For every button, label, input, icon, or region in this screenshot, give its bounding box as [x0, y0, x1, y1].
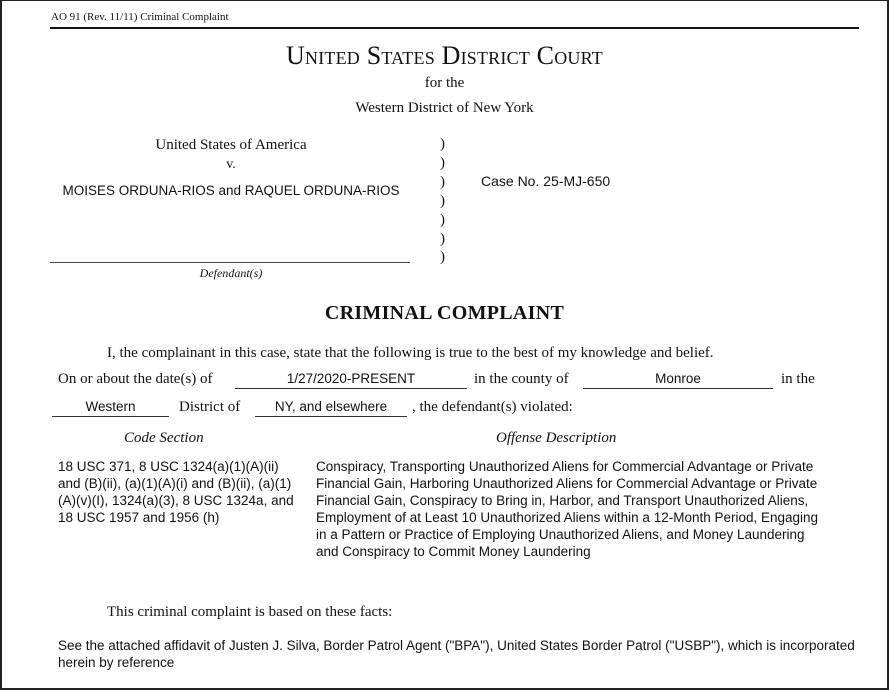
caption-bracket: ): [440, 193, 445, 209]
caption-bracket: ): [440, 231, 445, 247]
defendant-label: Defendant(s): [199, 266, 263, 280]
complainant-statement: I, the complainant in this case, state that the following is true to the best of my knowledge and belief.: [107, 345, 714, 361]
code-sections: 18 USC 371, 8 USC 1324(a)(1)(A)(ii) and (B)(ii), (a)(1)(A)(i) and (B)(ii), (a)(1)(A)(v)(I), 1324(a)(3), 8 USC 1324a, and 18 USC 1957 and 1956 (h): [58, 459, 294, 525]
document-title: CRIMINAL COMPLAINT: [324, 302, 565, 324]
caption-bracket: ): [440, 212, 445, 228]
district-field: Western: [52, 400, 169, 417]
state-field: NY, and elsewhere: [255, 400, 407, 417]
for-the-label: for the: [424, 75, 465, 91]
versus-label: v.: [226, 157, 236, 172]
caption-bracket: ): [440, 155, 445, 171]
defendant-rule: [50, 262, 410, 263]
county-prefix: in the county of: [474, 371, 569, 387]
county-field: Monroe: [583, 372, 773, 389]
offense-description: Conspiracy, Transporting Unauthorized Aliens for Commercial Advantage or Private Financial Gain, Harboring Unauthorized Aliens for Commercial Advantage or Private Financial Gain, Conspiracy to Bring in, Harbor, and Transport Unauthorized Aliens, Employment of at Least 10 Unauthorized Aliens within a 12-Month Period, Engaging in a Pattern or Practice of Employing Unauthorized Aliens, and Money Laundering and Conspiracy to Commit Money Laundering: [316, 459, 819, 559]
violation-suffix: , the defendant(s) violated:: [412, 399, 573, 415]
dates-suffix: in the: [781, 371, 815, 387]
dates-prefix: On or about the date(s) of: [58, 371, 213, 387]
caption-bracket: ): [440, 174, 445, 190]
court-name: United States District Court: [286, 41, 603, 70]
facts-intro: This criminal complaint is based on these facts:: [107, 604, 393, 620]
caption-bracket: ): [440, 136, 445, 152]
district-name: Western District of New York: [355, 100, 534, 116]
case-number: Case No. 25-MJ-650: [481, 173, 611, 189]
form-identifier: AO 91 (Rev. 11/11) Criminal Complaint: [51, 11, 229, 23]
header-rule: [50, 27, 859, 29]
code-section-header: Code Section: [124, 430, 204, 446]
plaintiff-name: United States of America: [155, 137, 307, 153]
caption-bracket: ): [440, 249, 445, 265]
date-range-field: 1/27/2020-PRESENT: [235, 372, 467, 389]
offense-description-header: Offense Description: [496, 430, 617, 446]
district-label: District of: [179, 399, 241, 415]
facts-text: See the attached affidavit of Justen J. Silva, Border Patrol Agent ("BPA"), United States Border Patrol ("USBP"), which is incorporated herein by reference: [58, 638, 855, 670]
defendant-names: MOISES ORDUNA-RIOS and RAQUEL ORDUNA-RIOS: [62, 183, 400, 198]
